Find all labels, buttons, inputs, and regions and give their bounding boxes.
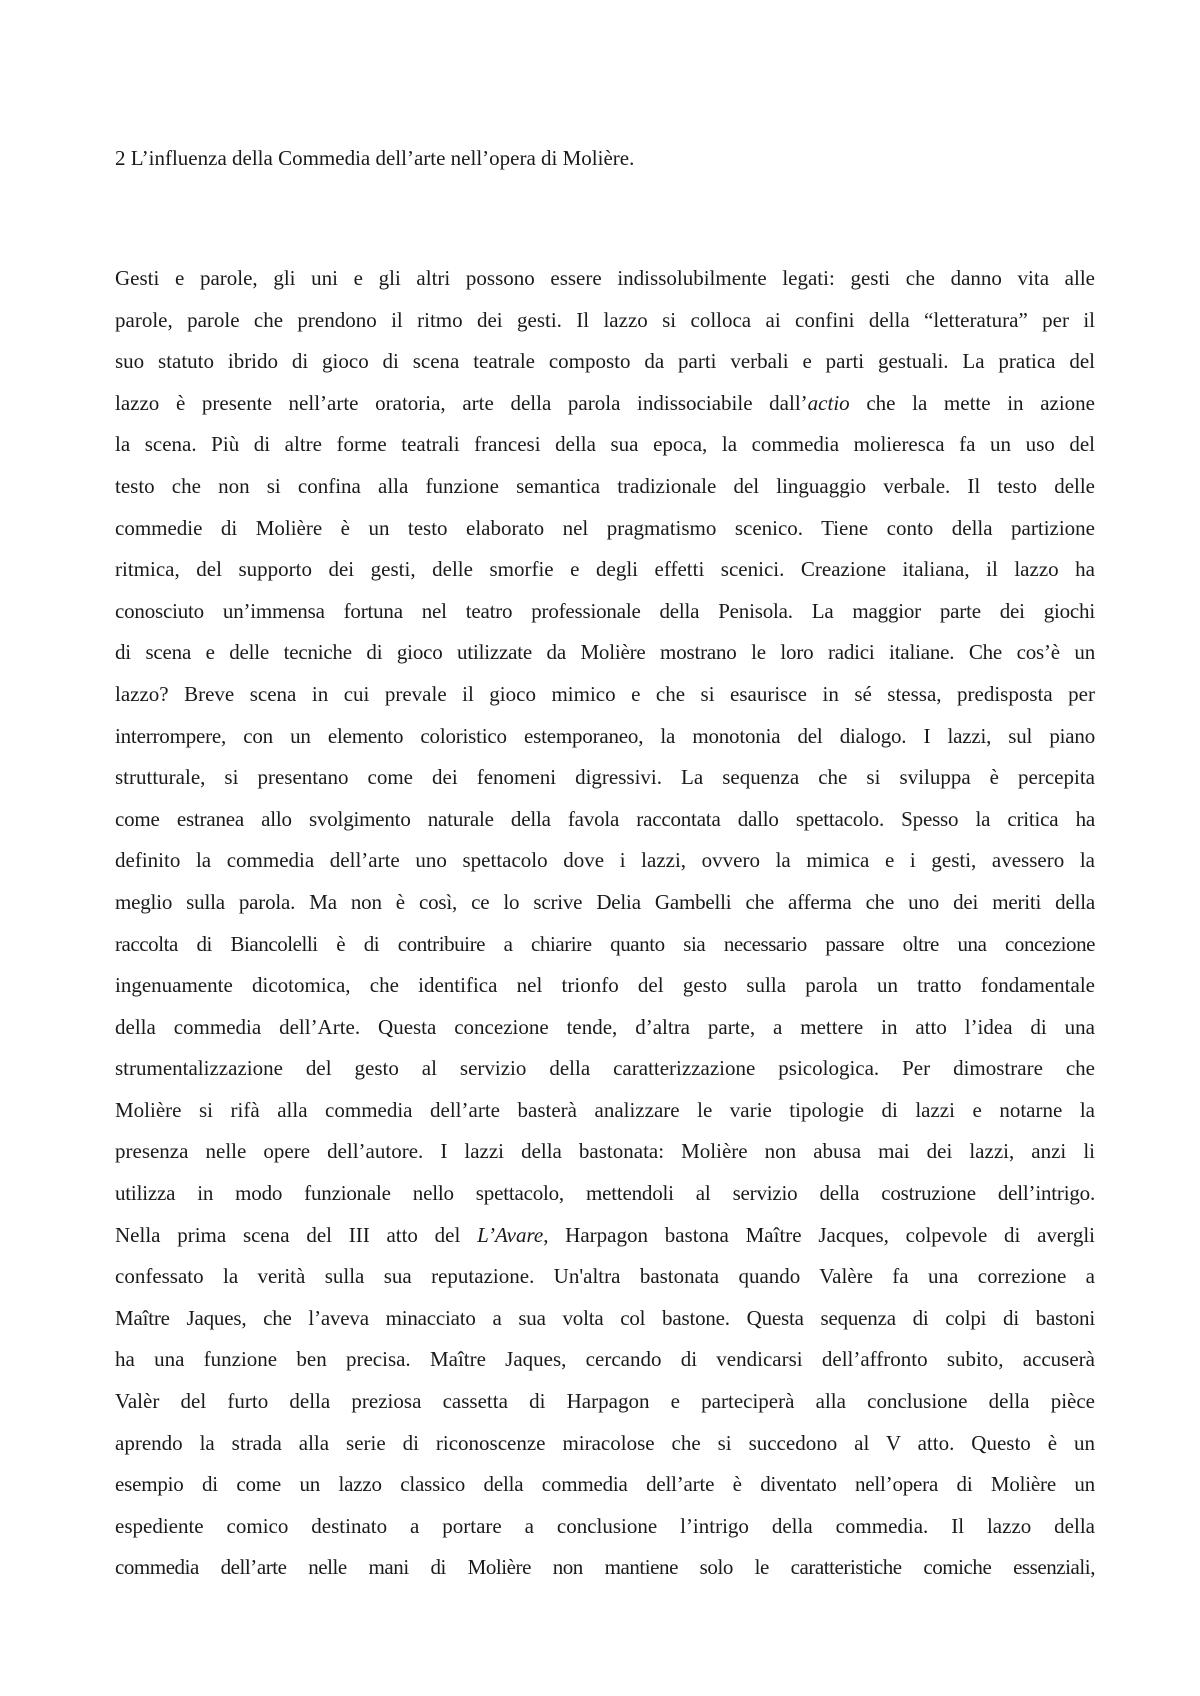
text-line: di scena e delle tecniche di gioco utilizzate da Molière mostrano le loro radici italiane. Che cos’è un <box>115 640 1095 665</box>
italic-title: L’Avare <box>477 1222 544 1247</box>
text-line: ingenuamente dicotomica, che identifica nel trionfo del gesto sulla parola un tratto fondamentale <box>115 973 1095 998</box>
text-line: come estranea allo svolgimento naturale della favola raccontata dallo spettacolo. Spesso la critica ha <box>115 806 1095 831</box>
text-line: la scena. Più di altre forme teatrali francesi della sua epoca, la commedia molieresca fa un uso del <box>115 432 1095 457</box>
text-line: interrompere, con un elemento coloristico estemporaneo, la monotonia del dialogo. I lazzi, sul piano <box>115 723 1095 748</box>
text-line: conosciuto un’immensa fortuna nel teatro professionale della Penisola. La maggior parte dei giochi <box>115 598 1095 623</box>
text-line: Molière si rifà alla commedia dell’arte basterà analizzare le varie tipologie di lazzi e notarne la <box>115 1097 1095 1122</box>
text-line: strutturale, si presentano come dei fenomeni digressivi. La sequenza che si sviluppa è percepita <box>115 765 1095 790</box>
text-segment: Nella prima scena del III atto del <box>115 1222 478 1247</box>
text-line: ritmica, del supporto dei gesti, delle smorfie e degli effetti scenici. Creazione italiana, il lazzo ha <box>115 557 1095 582</box>
text-line: Valèr del furto della preziosa cassetta di Harpagon e parteciperà alla conclusione della pièce <box>115 1389 1095 1414</box>
body-paragraph <box>115 258 1095 1589</box>
text-line: suo statuto ibrido di gioco di scena teatrale composto da parti verbali e parti gestuali. La pratica del <box>115 349 1095 374</box>
text-line <box>115 1215 1095 1257</box>
text-line: esempio di come un lazzo classico della commedia dell’arte è diventato nell’opera di Molière un <box>115 1472 1095 1497</box>
text-line: raccolta di Biancolelli è di contribuire a chiarire quanto sia necessario passare oltre una concezione <box>115 931 1095 956</box>
text-line: Maître Jaques, che l’aveva minacciato a sua volta col bastone. Questa sequenza di colpi di bastoni <box>115 1305 1095 1330</box>
italic-term: actio <box>807 390 850 415</box>
text-segment: che la mette in azione <box>849 390 1095 415</box>
chapter-heading: 2 L’influenza della Commedia dell’arte nell’opera di Molière. <box>115 146 635 170</box>
text-line: aprendo la strada alla serie di riconoscenze miracolose che si succedono al V atto. Questo è un <box>115 1430 1095 1455</box>
text-line: confessato la verità sulla sua reputazione. Un'altra bastonata quando Valère fa una correzione a <box>115 1264 1095 1289</box>
text-line: Gesti e parole, gli uni e gli altri possono essere indissolubilmente legati: gesti che danno vita alle <box>115 266 1095 290</box>
text-segment: , Harpagon bastona Maître Jacques, colpevole di avergli <box>543 1222 1095 1247</box>
text-line: meglio sulla parola. Ma non è così, ce lo scrive Delia Gambelli che afferma che uno dei meriti della <box>115 889 1095 914</box>
text-line: parole, parole che prendono il ritmo dei gesti. Il lazzo si colloca ai confini della “letteratura” per il <box>115 307 1095 332</box>
text-line: commedia dell’arte nelle mani di Molière non mantiene solo le caratteristiche comiche essenziali, <box>115 1555 1095 1580</box>
text-segment: lazzo è presente nell’arte oratoria, arte della parola indissociabile dall’ <box>115 390 808 415</box>
text-line <box>115 383 1095 425</box>
text-line: lazzo? Breve scena in cui prevale il gioco mimico e che si esaurisce in sé stessa, predisposta per <box>115 681 1095 706</box>
text-line: espediente comico destinato a portare a conclusione l’intrigo della commedia. Il lazzo della <box>115 1513 1095 1538</box>
text-line: utilizza in modo funzionale nello spettacolo, mettendoli al servizio della costruzione dell’intrigo. <box>115 1181 1095 1206</box>
text-line: ha una funzione ben precisa. Maître Jaques, cercando di vendicarsi dell’affronto subito, accuserà <box>115 1347 1095 1372</box>
text-line: strumentalizzazione del gesto al servizio della caratterizzazione psicologica. Per dimostrare che <box>115 1056 1095 1081</box>
text-line: testo che non si confina alla funzione semantica tradizionale del linguaggio verbale. Il testo delle <box>115 473 1095 498</box>
text-line: commedie di Molière è un testo elaborato nel pragmatismo scenico. Tiene conto della partizione <box>115 515 1095 540</box>
text-line: definito la commedia dell’arte uno spettacolo dove i lazzi, ovvero la mimica e i gesti, avessero la <box>115 848 1095 873</box>
text-line: della commedia dell’Arte. Questa concezione tende, d’altra parte, a mettere in atto l’idea di una <box>115 1014 1095 1039</box>
text-line: presenza nelle opere dell’autore. I lazzi della bastonata: Molière non abusa mai dei lazzi, anzi li <box>115 1139 1095 1164</box>
